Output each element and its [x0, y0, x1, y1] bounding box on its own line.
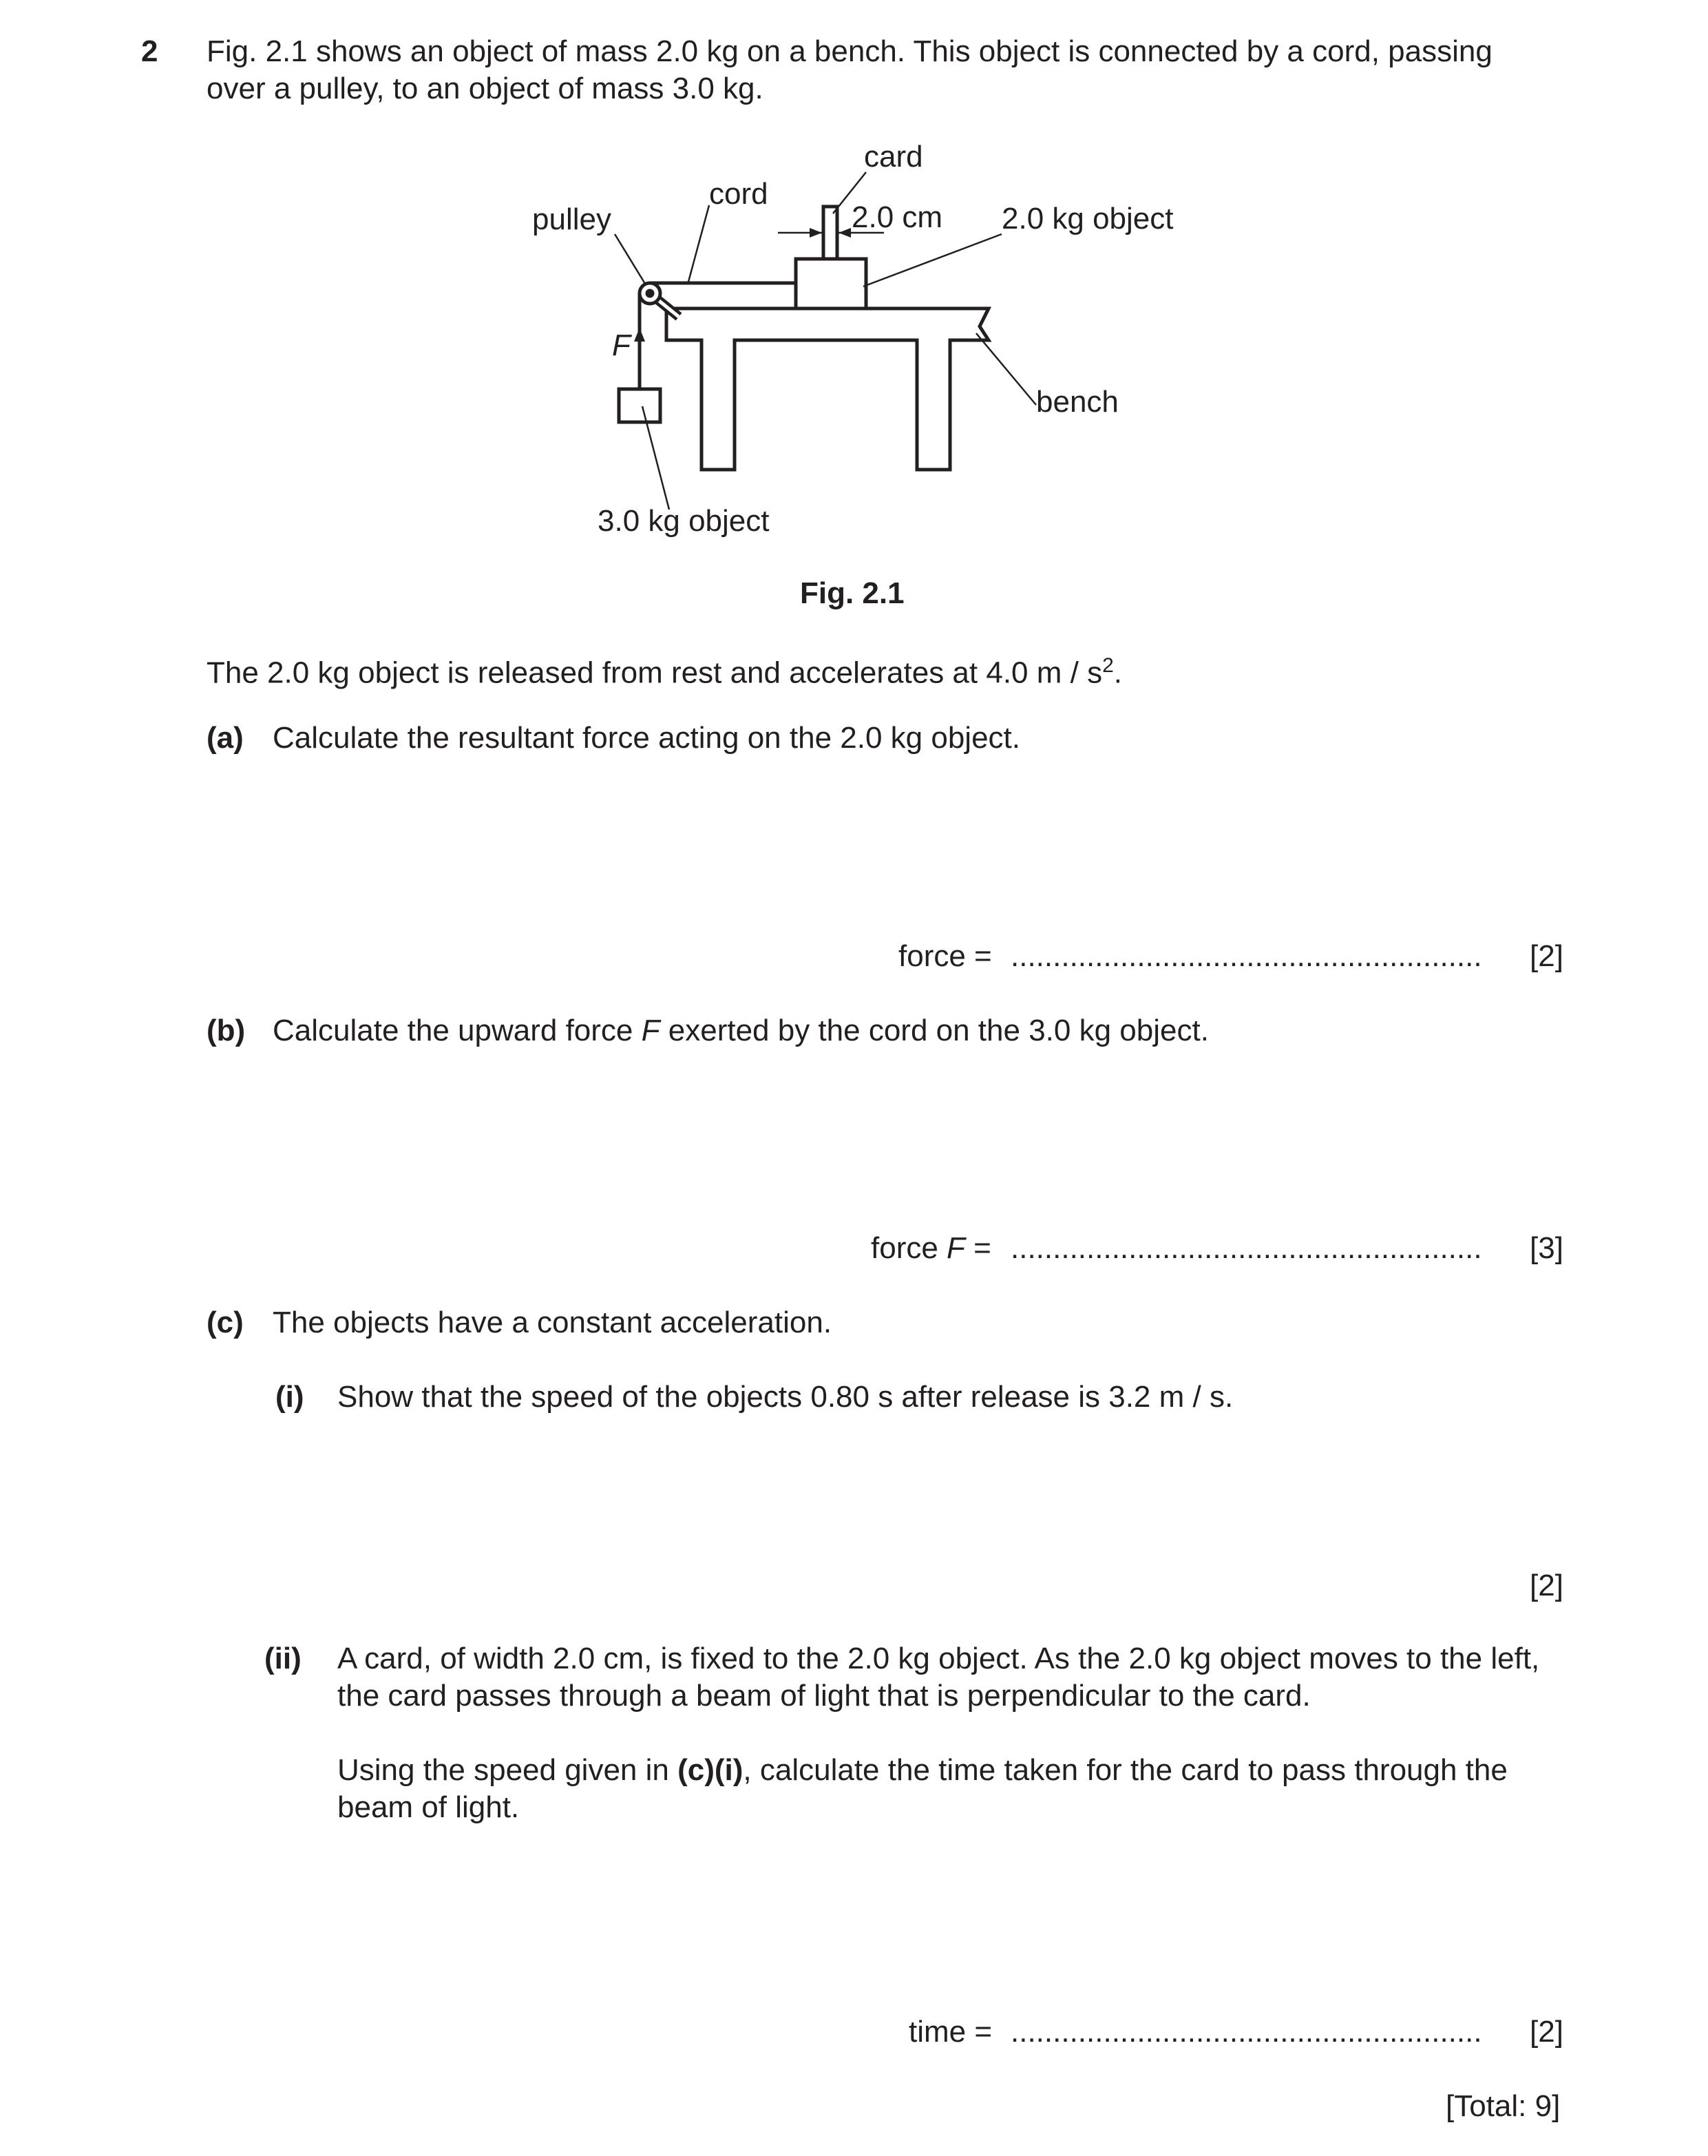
part-c-text: The objects have a constant acceleration.	[273, 1306, 832, 1339]
part-c-ii-instruction-line-2: beam of light.	[337, 1790, 520, 1824]
part-a-answer-label: force =	[898, 939, 992, 973]
part-b-answer-label-before: force	[871, 1231, 947, 1265]
label-force-f: F	[612, 328, 631, 362]
part-c-ii-instr-before: Using the speed given in	[337, 1753, 678, 1787]
part-b-text-after: exerted by the cord on the 3.0 kg object.	[660, 1014, 1209, 1047]
object-3kg-block	[619, 389, 660, 422]
part-b-answer-label	[871, 1230, 991, 1267]
part-c-ii-answer-line[interactable]: ........................................................	[1011, 2015, 1482, 2049]
statement-superscript: 2	[1102, 654, 1114, 677]
label-cord: cord	[709, 177, 768, 211]
part-a-text: Calculate the resultant force acting on the 2.0 kg object.	[273, 721, 1020, 755]
bench-shape	[666, 308, 989, 470]
part-b-label: (b)	[207, 1014, 246, 1047]
label-card-width: 2.0 cm	[852, 200, 943, 234]
object-2kg-block	[796, 259, 866, 308]
leader-bench	[976, 333, 1036, 405]
label-object-2kg: 2.0 kg object	[1002, 202, 1174, 236]
leader-pulley	[615, 234, 645, 284]
part-b-answer-label-after: =	[964, 1231, 991, 1265]
total-marks: [Total: 9]	[1446, 2089, 1561, 2123]
part-a-answer-line[interactable]: ........................................................	[1011, 939, 1482, 973]
label-card: card	[864, 140, 923, 174]
part-c-i-marks: [2]	[1530, 1569, 1563, 1602]
part-c-ii-marks: [2]	[1530, 2015, 1563, 2049]
part-a-label: (a)	[207, 721, 244, 755]
part-c-ii-text-line-2: the card passes through a beam of light that is perpendicular to the card.	[337, 1679, 1311, 1713]
part-c-ii-instr-ref: (c)(i)	[677, 1753, 744, 1787]
leader-cord	[688, 205, 709, 282]
part-c-ii-text-line-1: A card, of width 2.0 cm, is fixed to the 2.0 kg object. As the 2.0 kg object moves to the left,	[337, 1642, 1540, 1675]
part-c-label: (c)	[207, 1306, 244, 1339]
statement-end: .	[1113, 656, 1122, 690]
part-c-i-label: (i)	[275, 1380, 304, 1414]
part-a-marks: [2]	[1530, 939, 1563, 973]
part-b-answer-label-var: F	[947, 1231, 965, 1265]
part-c-ii-instr-after: , calculate the time taken for the card to pass through the	[743, 1753, 1508, 1787]
part-c-ii-label: (ii)	[264, 1642, 302, 1675]
statement-main: The 2.0 kg object is released from rest and accelerates at 4.0 m / s	[207, 656, 1103, 690]
statement-text	[207, 647, 1122, 692]
part-b-text-before: Calculate the upward force	[273, 1014, 642, 1047]
leader-object-2kg	[863, 234, 1002, 286]
part-b-answer-line[interactable]: ........................................................	[1011, 1231, 1482, 1265]
part-b-text-var: F	[641, 1014, 660, 1047]
question-intro-line-1: Fig. 2.1 shows an object of mass 2.0 kg on a bench. This object is connected by a cord, passing	[207, 34, 1493, 68]
part-c-ii-answer-label: time =	[909, 2015, 993, 2049]
part-c-ii-instruction-line-1	[337, 1752, 1508, 1789]
part-b-marks: [3]	[1530, 1231, 1563, 1265]
question-intro-line-2: over a pulley, to an object of mass 3.0 kg.	[207, 72, 763, 105]
figure-caption: Fig. 2.1	[800, 576, 905, 610]
label-object-3kg: 3.0 kg object	[598, 504, 770, 538]
label-pulley: pulley	[532, 202, 611, 236]
part-c-i-text: Show that the speed of the objects 0.80 s after release is 3.2 m / s.	[337, 1380, 1234, 1414]
part-b-text	[273, 1012, 1209, 1049]
label-bench: bench	[1036, 385, 1119, 419]
question-number: 2	[141, 34, 158, 68]
card-shape	[823, 207, 837, 259]
